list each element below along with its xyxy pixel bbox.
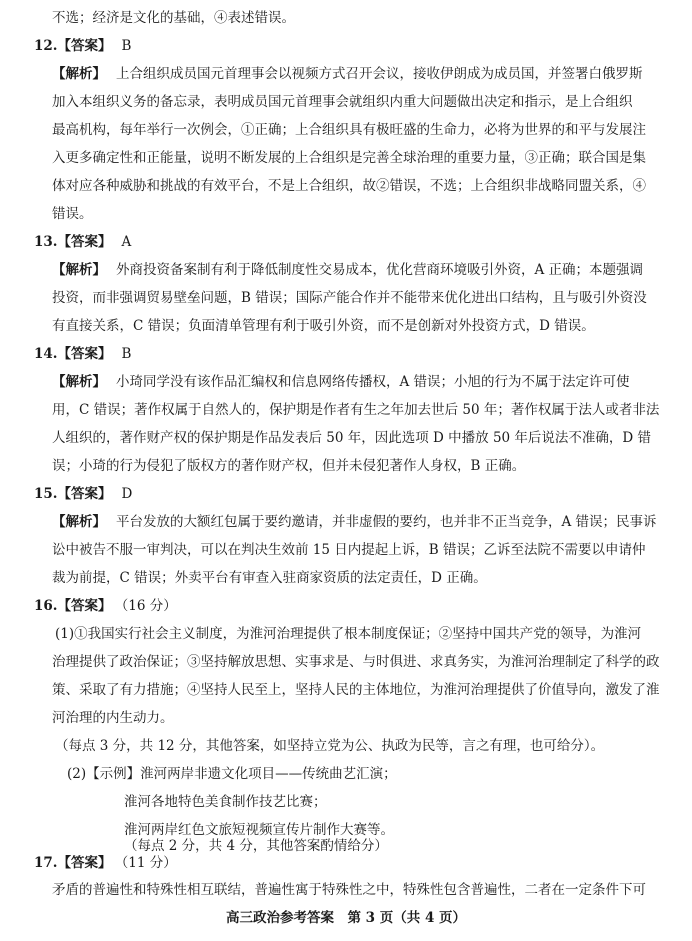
line-text: (1)①我国实行社会主义制度，为淮河治理提供了根本制度保证；②坚持中国共产党的领导，为淮河 [55,626,642,642]
line-text: 河治理的内生动力。 [52,710,174,726]
line-text: 讼中被告不服一审判决，可以在判决生效前 15 日内提起上诉，B 错误；乙诉至法院不需要以申请仲 [52,542,646,558]
line-text: 治理提供了政治保证；③坚持解放思想、实事求是、与时俱进、求真务实，为淮河治理制定了科学的政 [52,654,660,670]
answer-tag: 【答案】 [57,486,112,502]
text-line [52,92,633,112]
question-number: 12. [34,38,58,54]
text-line [52,204,93,224]
analysis-line [52,260,643,280]
text-line [52,568,487,588]
line-text: 最高机构，每年举行一次例会，①正确；上合组织具有极旺盛的生命力，必将为世界的和平与发展注 [52,122,646,138]
question-number: 15. [34,486,58,502]
analysis-tag: 【解析】 [52,374,106,390]
text-line [124,792,327,812]
line-text: （16 分） [121,598,177,614]
line-text: 平台发放的大额红包属于要约邀请，并非虚假的要约，也并非不正当竞争，A 错误；民事诉 [116,514,657,530]
text-line [52,428,651,448]
line-text: 裁为前提，C 错误；外卖平台有审查入驻商家资质的法定责任，D 正确。 [52,570,487,586]
text-line [55,736,604,756]
text-line [52,176,646,196]
line-text: （11 分） [121,855,177,871]
analysis-tag: 【解析】 [52,262,106,278]
text-line [52,148,646,168]
answer-tag: 【答案】 [57,598,112,614]
text-line [67,764,397,784]
line-text: （每点 2 分，共 4 分，其他答案酌情给分） [124,838,388,854]
text-line [52,540,645,560]
line-text: 入更多确定性和正能量，说明不断发展的上合组织是完善全球治理的重要力量，③正确；联合国是集 [52,150,646,166]
analysis-line [52,372,630,392]
text-line [52,288,647,308]
question-number: 17. [34,855,58,871]
question-number: 13. [34,234,58,250]
line-text: 体对应各种威胁和挑战的有效平台，不是上合组织，故②错误，不选；上合组织非战略同盟关系，④ [52,178,646,194]
line-text: 淮河两岸红色文旅短视频宣传片制作大赛等。 [124,822,394,838]
question-number: 14. [34,346,58,362]
answer-tag: 【答案】 [57,38,112,54]
text-line [52,652,660,672]
line-text: (2)【示例】淮河两岸非遗文化项目——传统曲艺汇演； [67,766,397,782]
line-text: 有直接关系，C 错误；负面清单管理有利于吸引外资，而不是创新对外投资方式，D 错误。 [52,318,595,334]
line-text: 不选；经济是文化的基础，④表述错误。 [52,10,295,26]
analysis-line [52,512,657,532]
line-text: 外商投资备案制有利于降低制度性交易成本，优化营商环境吸引外资，A 正确；本题强调 [116,262,644,278]
question-answer-line [34,596,177,616]
line-text: 错误。 [52,206,93,222]
line-text: 淮河各地特色美食制作技艺比赛； [124,794,327,810]
line-text: 策、采取了有力措施；④坚持人民至上，坚持人民的主体地位，为淮河治理提供了价值导向，激发了淮 [52,682,660,698]
text-line [52,400,659,420]
answer-tag: 【答案】 [57,855,112,871]
line-text: A [121,234,132,250]
answer-tag: 【答案】 [57,234,112,250]
analysis-line [52,64,643,84]
text-line [52,120,646,140]
line-text: D [121,486,133,502]
text-line [52,880,646,900]
line-text: 人组织的，著作财产权的保护期是作品发表后 50 年，因此选项 D 中播放 50 年后说法不准确，D 错 [52,430,652,446]
text-line [52,8,295,28]
line-text: 误；小琦的行为侵犯了版权方的著作财产权，但并未侵犯著作人身权，B 正确。 [52,458,526,474]
question-answer-line [34,36,131,56]
text-line [52,456,525,476]
line-text: 加入本组织义务的备忘录，表明成员国元首理事会就组织内重大问题做出决定和指示，是上合组织 [52,94,633,110]
question-number: 16. [34,598,58,614]
line-text: （每点 3 分，共 12 分，其他答案，如坚持立党为公、执政为民等，言之有理，也可给分）。 [55,738,605,754]
line-text: 矛盾的普遍性和特殊性相互联结，普遍性寓于特殊性之中，特殊性包含普遍性，二者在一定条件下可 [52,882,646,898]
line-text: 投资，而非强调贸易壁垒问题，B 错误；国际产能合作并不能带来优化进出口结构，且与吸引外资没 [52,290,647,306]
text-line [52,316,595,336]
line-text: 上合组织成员国元首理事会以视频方式召开会议，接收伊朗成为成员国，并签署白俄罗斯 [116,66,643,82]
line-text: B [121,38,132,54]
line-text: B [121,346,132,362]
analysis-tag: 【解析】 [52,514,106,530]
text-line [52,708,174,728]
question-answer-line [34,232,131,252]
question-answer-line [34,853,177,873]
analysis-tag: 【解析】 [52,66,106,82]
text-line [55,624,641,644]
answer-tag: 【答案】 [57,346,112,362]
line-text: 小琦同学没有该作品汇编权和信息网络传播权，A 错误；小旭的行为不属于法定许可使 [116,374,630,390]
question-answer-line [34,484,132,504]
text-line [52,680,660,700]
line-text: 用，C 错误；著作权属于自然人的，保护期是作者有生之年加去世后 50 年；著作权属于法人或者非法 [52,402,660,418]
question-answer-line [34,344,131,364]
page-footer: 高三政治参考答案 第 3 页（共 4 页） [225,910,467,926]
